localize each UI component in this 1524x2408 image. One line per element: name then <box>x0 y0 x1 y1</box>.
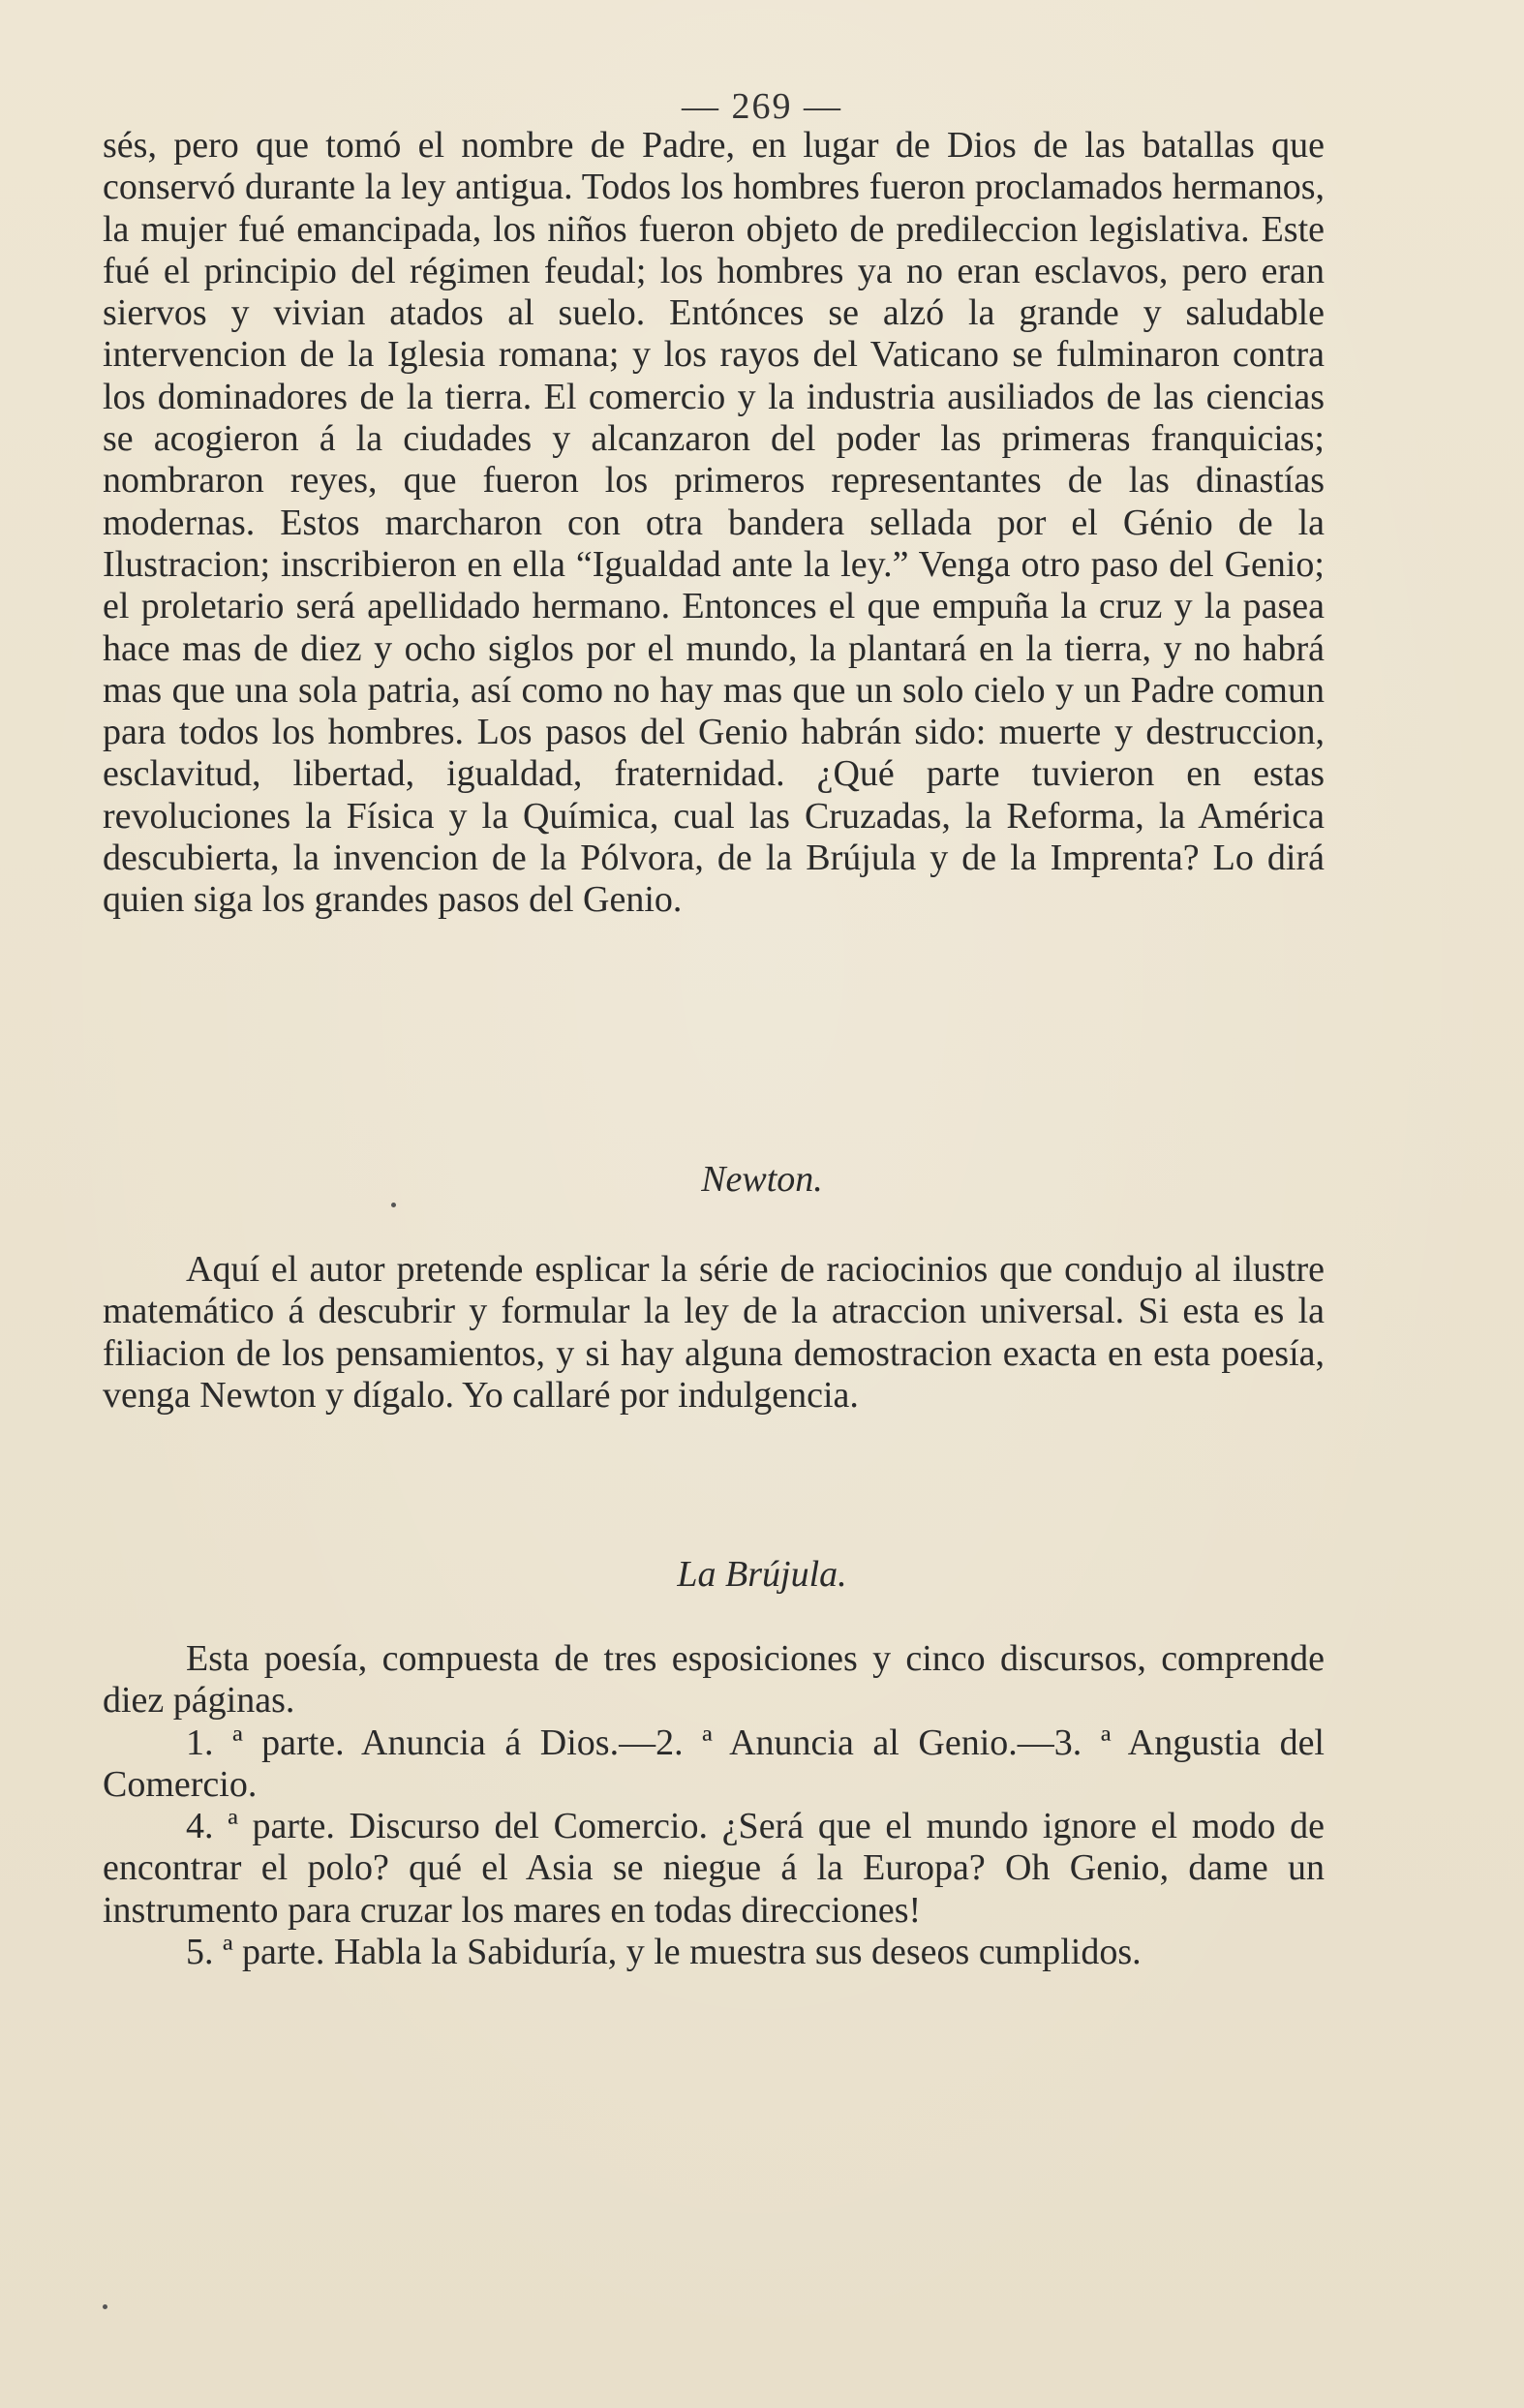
newton-paragraph-block <box>103 1249 1325 1417</box>
paragraph-brujula-part1: 1. ª parte. Anuncia á Dios.—2. ª Anuncia al Genio.—3. ª Angustia del Comercio. <box>103 1722 1325 1805</box>
paragraph-genio-history: sés, pero que tomó el nombre de Padre, en lugar de Dios de las batallas que conservó durante la ley antigua. Todos los hombres fueron proclamados hermanos, la mujer fué emancipada, los niños fueron objeto de predileccion legislativa. Este fué el principio del régimen feudal; los hombres ya no eran esclavos, pero eran siervos y vivian atados al suelo. Entónces se alzó la grande y saludable intervencion de la Iglesia romana; y los rayos del Vaticano se fulminaron contra los dominadores de la tierra. El comercio y la industria ausiliados de las ciencias se acogieron á la ciudades y alcanzaron del poder las primeras franquicias; nombraron reyes, que fueron los primeros representantes de las dinastías modernas. Estos marcharon con otra bandera sellada por el Génio de la Ilustracion; inscribieron en ella “Igualdad ante la ley.” Venga otro paso del Genio; el proletario será apellidado hermano. Entonces el que empuña la cruz y la pasea hace mas de diez y ocho siglos por el mundo, la plantará en la tierra, y no habrá mas que una sola patria, así como no hay mas que un solo cielo y un Padre comun para todos los hombres. Los pasos del Genio habrán sido: muerte y destruccion, esclavitud, libertad, igualdad, fraternidad. ¿Qué parte tuvieron en estas revoluciones la Física y la Química, cual las Cruzadas, la Reforma, la América descubierta, la invencion de la Pólvora, de la Brújula y de la Imprenta? Lo dirá quien siga los grandes pasos del Genio. <box>103 125 1325 921</box>
brujula-paragraph-block <box>103 1638 1325 1973</box>
paragraph-newton: Aquí el autor pretende esplicar la série de raciocinios que condujo al ilustre matemático á descubrir y formular la ley de la atraccion universal. Si esta es la filiacion de los pensamientos, y si hay alguna demostracion exacta en esta poesía, venga Newton y dígalo. Yo callaré por indulgencia. <box>103 1249 1325 1416</box>
paragraph-brujula-intro: Esta poesía, compuesta de tres esposiciones y cinco discursos, comprende diez páginas. <box>103 1638 1325 1722</box>
main-paragraph-block <box>103 125 1325 922</box>
ink-speck <box>391 1203 396 1207</box>
paragraph-brujula-part4: 4. ª parte. Discurso del Comercio. ¿Será que el mundo ignore el modo de encontrar el polo? qué el Asia se niegue á la Europa? Oh Genio, dame un instrumento para cruzar los mares en todas direcciones! <box>103 1806 1325 1931</box>
ink-speck <box>103 2304 107 2309</box>
section-heading-brujula: La Brújula. <box>677 1554 847 1595</box>
section-heading-newton: Newton. <box>701 1159 823 1200</box>
page-number: — 269 — <box>682 86 842 127</box>
paragraph-brujula-part5: 5. ª parte. Habla la Sabiduría, y le muestra sus deseos cumplidos. <box>186 1932 1142 1973</box>
